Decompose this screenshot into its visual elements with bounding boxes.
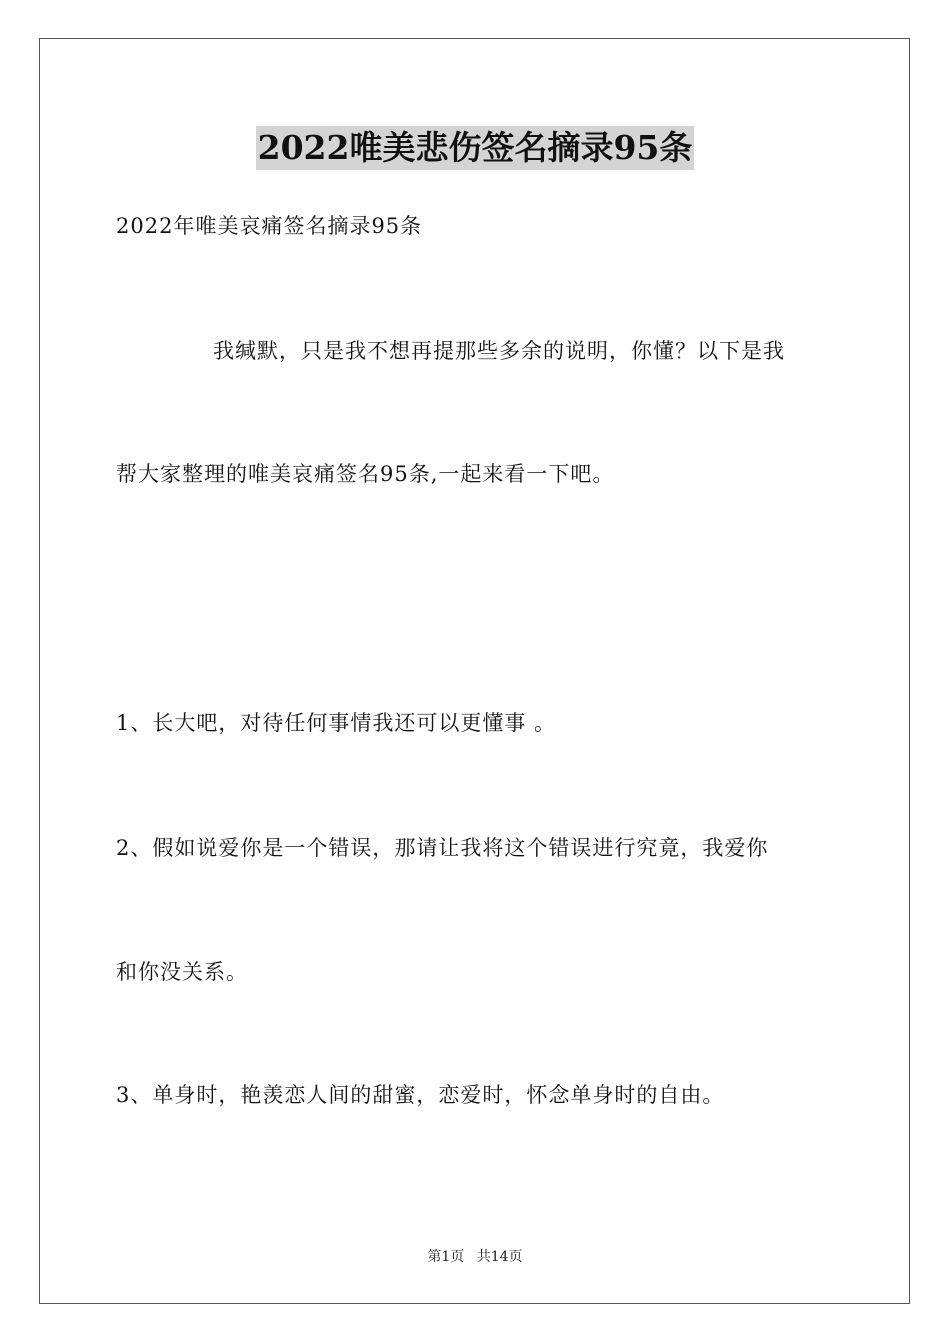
- intro-paragraph-line-1: 我缄默，只是我不想再提那些多余的说明，你懂？以下是我: [213, 339, 785, 363]
- document-subtitle: 2022年唯美哀痛签名摘录95条: [116, 214, 423, 238]
- page-number-total: 共14页: [476, 1249, 523, 1265]
- list-item-2-line-2: 和你没关系。: [116, 960, 248, 984]
- page-number-current: 第1页: [427, 1249, 465, 1265]
- title-container: [0, 126, 950, 170]
- document-title: 2022唯美悲伤签名摘录95条: [256, 126, 695, 170]
- list-item-1: 1、长大吧，对待任何事情我还可以更懂事 。: [116, 711, 557, 735]
- list-item-3: 3、单身时，艳羡恋人间的甜蜜，恋爱时，怀念单身时的自由。: [116, 1083, 725, 1107]
- list-item-2-line-1: 2、假如说爱你是一个错误，那请让我将这个错误进行究竟，我爱你: [116, 836, 769, 860]
- page-footer: [0, 1248, 950, 1266]
- intro-paragraph-line-2: 帮大家整理的唯美哀痛签名95条,一起来看一下吧。: [116, 462, 615, 486]
